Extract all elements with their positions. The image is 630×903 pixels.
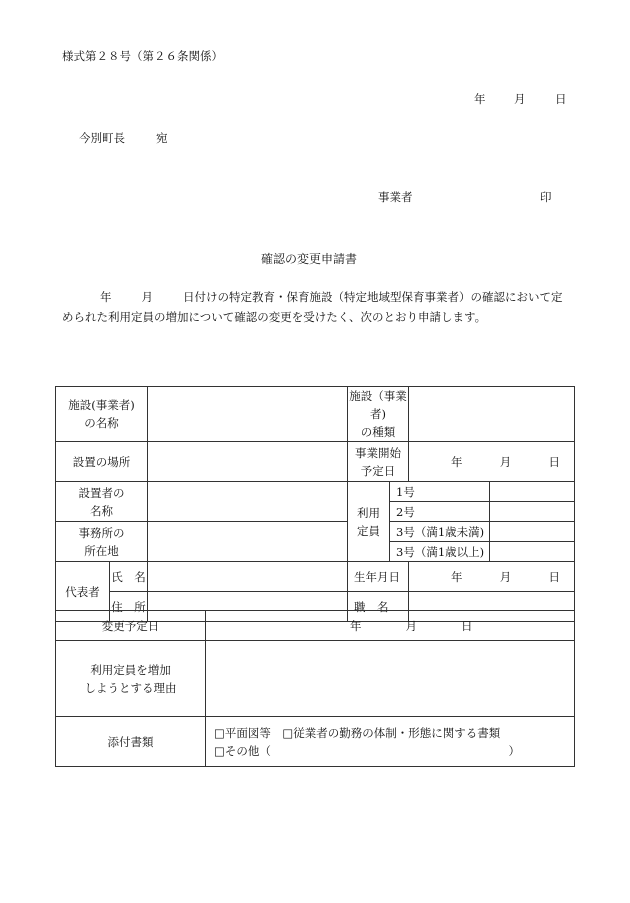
- birth-date-label: 生年月日: [348, 562, 409, 592]
- start-date-field[interactable]: [409, 442, 575, 482]
- birth-year: 年: [451, 569, 463, 584]
- document-title: 確認の変更申請書: [261, 252, 358, 266]
- recipient-name: 今別町長: [79, 131, 125, 145]
- birth-month: 月: [499, 569, 512, 584]
- attachments-field[interactable]: [206, 717, 575, 767]
- capacity-row-label: 3号（満1歳未満): [390, 522, 490, 542]
- reason-field[interactable]: [206, 641, 575, 717]
- representative-label: 代表者: [56, 562, 110, 622]
- rep-name-field[interactable]: [148, 562, 348, 592]
- capacity-row-label: 1号: [390, 482, 490, 502]
- attachments-label: 添付書類: [56, 717, 206, 767]
- facility-name-label: 施設(事業者) の名称: [56, 387, 148, 442]
- attachments-line-1: □平面図等 □従業者の勤務の体制・形態に関する書類: [214, 725, 501, 740]
- capacity-row-field[interactable]: [490, 542, 575, 562]
- birth-day: 日: [548, 569, 561, 584]
- capacity-row-field[interactable]: [490, 522, 575, 542]
- start-date-year: 年: [451, 454, 463, 469]
- capacity-row-field[interactable]: [490, 482, 575, 502]
- start-date-month: 月: [499, 454, 512, 469]
- intro-text: 日付けの特定教育・保育施設（特定地域型保育事業者）の確認において定められた利用定員の増加について確認の変更を受けたく、次のとおり申請します。: [62, 290, 563, 324]
- founder-name-field[interactable]: [148, 482, 348, 522]
- applicant-label: 事業者: [378, 190, 413, 204]
- location-field[interactable]: [148, 442, 348, 482]
- date-day: 日: [555, 92, 567, 106]
- form-number: 様式第２８号（第２６条関係）: [62, 49, 223, 63]
- recipient-suffix: 宛: [156, 131, 168, 145]
- change-date-field[interactable]: [206, 611, 575, 641]
- attachments-other-suffix: ）: [508, 743, 520, 758]
- capacity-row-label: 3号（満1歳以上): [390, 542, 490, 562]
- change-date-label: 変更予定日: [56, 611, 206, 641]
- capacity-row-label: 2号: [390, 502, 490, 522]
- office-label: 事務所の 所在地: [56, 522, 148, 562]
- change-year: 年: [350, 618, 362, 633]
- facility-type-label: 施設（事業者) の種類: [348, 387, 409, 442]
- founder-name-label: 設置者の 名称: [56, 482, 148, 522]
- intro-month: 月: [141, 290, 153, 304]
- facility-info-table: [55, 386, 575, 622]
- change-month: 月: [405, 618, 417, 633]
- office-field[interactable]: [148, 522, 348, 562]
- rep-address-label: 住 所: [110, 592, 148, 622]
- start-date-day: 日: [548, 454, 561, 469]
- intro-year: 年: [100, 290, 112, 304]
- reason-label: 利用定員を増加 しようとする理由: [56, 641, 206, 717]
- location-label: 設置の場所: [56, 442, 148, 482]
- rep-name-label: 氏 名: [110, 562, 148, 592]
- change-day: 日: [461, 618, 473, 633]
- facility-type-field[interactable]: [409, 387, 575, 442]
- birth-date-field[interactable]: [409, 562, 575, 592]
- capacity-row-field[interactable]: [490, 502, 575, 522]
- date-month: 月: [514, 92, 526, 106]
- change-info-table: [55, 610, 575, 767]
- attachments-other-prefix: □その他（: [214, 743, 271, 758]
- attachments-line-2: [214, 742, 520, 760]
- start-date-label: 事業開始 予定日: [348, 442, 409, 482]
- facility-name-field[interactable]: [148, 387, 348, 442]
- capacity-label: 利用 定員: [348, 482, 390, 562]
- intro-paragraph: [62, 288, 572, 327]
- seal-mark: 印: [540, 190, 552, 204]
- position-label: 職 名: [348, 592, 409, 622]
- date-year: 年: [474, 92, 486, 106]
